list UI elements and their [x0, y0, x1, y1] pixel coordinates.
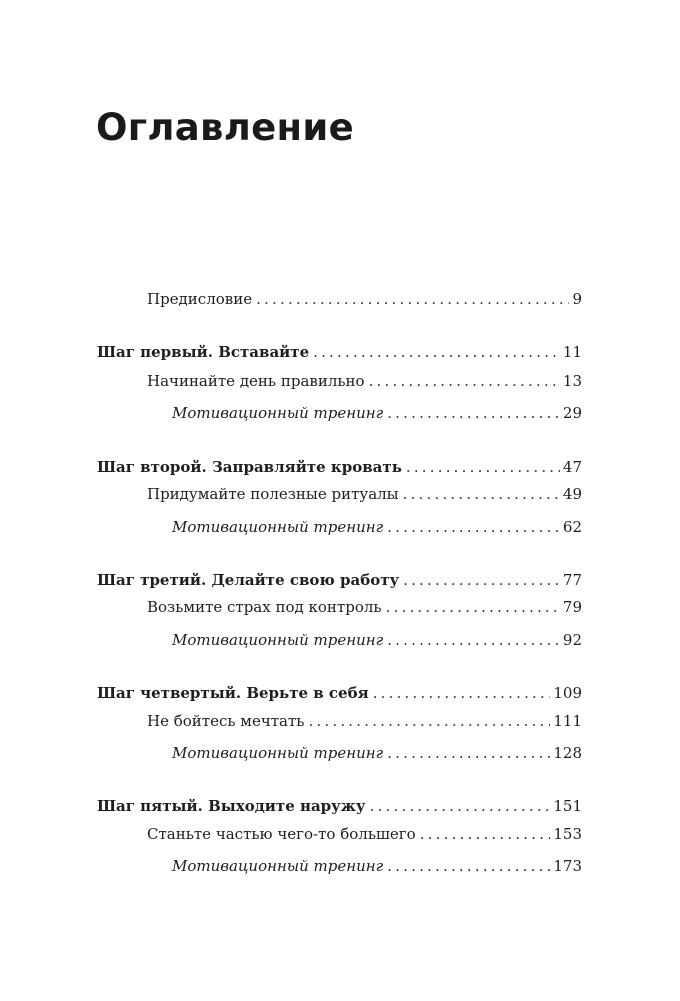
toc-chapter-entry[interactable] [97, 683, 582, 703]
entry-label: Мотивационный тренинг [172, 744, 384, 762]
entry-label: Не бойтесь мечтать [147, 712, 305, 730]
toc-chapter-entry[interactable] [97, 457, 582, 477]
entry-page-number: 13 [562, 372, 582, 390]
entry-page-number: 79 [562, 598, 582, 616]
dot-leader [387, 403, 560, 423]
toc-section-entry[interactable] [147, 824, 582, 844]
entry-label: Шаг пятый. Выходите наружу [97, 797, 366, 815]
dot-leader [369, 371, 560, 391]
dot-leader [308, 711, 550, 731]
toc-subsection-entry[interactable] [172, 403, 582, 423]
page-title: Оглавление [96, 106, 355, 149]
entry-label: Начинайте день правильно [147, 372, 365, 390]
entry-page-number: 128 [553, 744, 582, 762]
dot-leader [403, 570, 560, 590]
toc-chapter-entry[interactable] [97, 796, 582, 816]
entry-label: Шаг третий. Делайте свою работу [97, 571, 400, 589]
entry-page-number: 109 [553, 684, 582, 702]
entry-label: Мотивационный тренинг [172, 631, 384, 649]
dot-leader [256, 289, 569, 309]
dot-leader [420, 824, 551, 844]
dot-leader [386, 597, 560, 617]
toc-chapter-entry[interactable] [97, 570, 582, 590]
entry-page-number: 173 [553, 857, 582, 875]
toc-subsection-entry[interactable] [172, 856, 582, 876]
toc-subsection-entry[interactable] [172, 743, 582, 763]
entry-label: Предисловие [147, 290, 253, 308]
entry-label: Мотивационный тренинг [172, 518, 384, 536]
entry-label: Шаг первый. Вставайте [97, 343, 310, 361]
entry-page-number: 47 [562, 458, 582, 476]
entry-label: Станьте частью чего-то большего [147, 825, 416, 843]
dot-leader [313, 342, 560, 362]
toc-section-entry[interactable] [147, 597, 582, 617]
toc-chapter-entry[interactable] [97, 342, 582, 362]
dot-leader [387, 856, 550, 876]
entry-page-number: 29 [562, 404, 582, 422]
entry-page-number: 49 [562, 485, 582, 503]
dot-leader [403, 484, 560, 504]
entry-label: Придумайте полезные ритуалы [147, 485, 399, 503]
toc-section-entry[interactable] [147, 371, 582, 391]
entry-label: Мотивационный тренинг [172, 404, 384, 422]
entry-page-number: 151 [553, 797, 582, 815]
toc-subsection-entry[interactable] [172, 630, 582, 650]
entry-page-number: 111 [553, 712, 582, 730]
entry-page-number: 153 [553, 825, 582, 843]
dot-leader [370, 796, 551, 816]
toc-section-entry[interactable] [147, 711, 582, 731]
entry-page-number: 92 [562, 631, 582, 649]
entry-label: Возьмите страх под контроль [147, 598, 382, 616]
toc-section-entry[interactable] [147, 289, 582, 309]
dot-leader [373, 683, 551, 703]
entry-page-number: 11 [562, 343, 582, 361]
toc-subsection-entry[interactable] [172, 517, 582, 537]
entry-page-number: 77 [562, 571, 582, 589]
dot-leader [387, 630, 560, 650]
entry-label: Мотивационный тренинг [172, 857, 384, 875]
dot-leader [406, 457, 560, 477]
entry-label: Шаг второй. Заправляйте кровать [97, 458, 402, 476]
dot-leader [387, 517, 560, 537]
entry-page-number: 62 [562, 518, 582, 536]
entry-page-number: 9 [572, 290, 582, 308]
entry-label: Шаг четвертый. Верьте в себя [97, 684, 369, 702]
toc-section-entry[interactable] [147, 484, 582, 504]
dot-leader [387, 743, 550, 763]
